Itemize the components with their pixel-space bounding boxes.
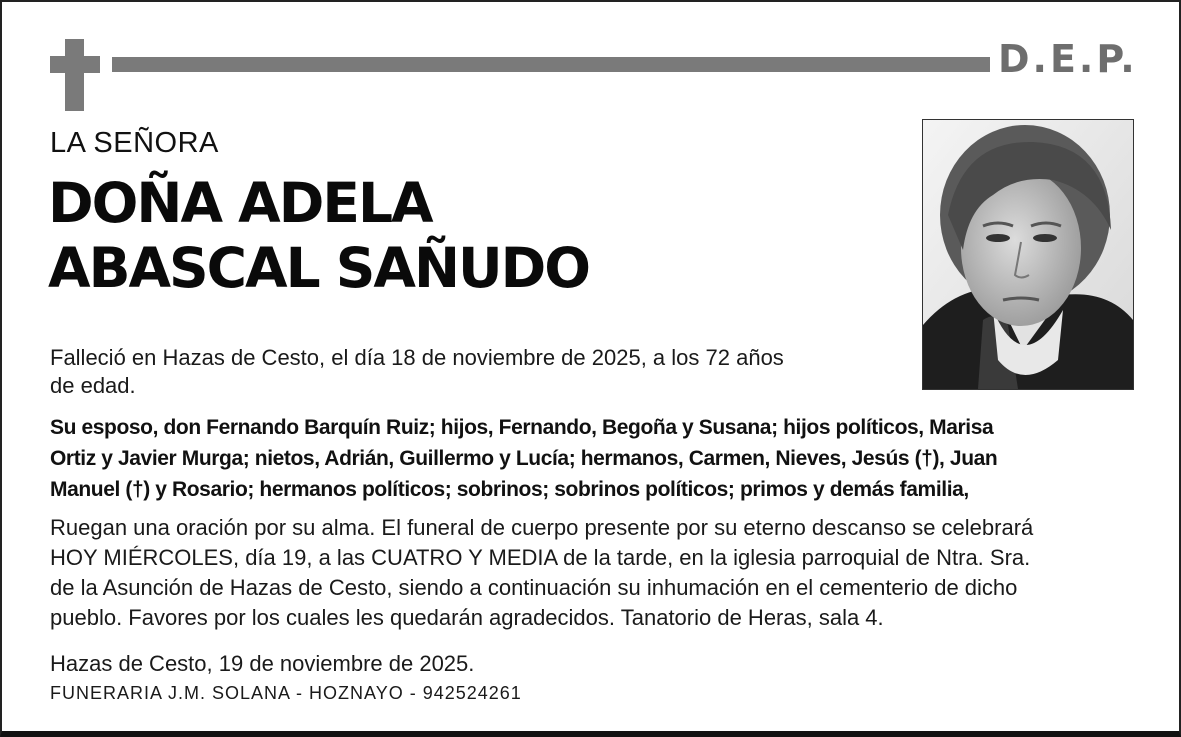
funeral-line-4: pueblo. Favores por los cuales les quedarán agradecidos. Tanatorio de Heras, sala 4. xyxy=(50,605,884,630)
funeral-line-3: de la Asunción de Hazas de Cesto, siendo a continuación su inhumación en el cementerio de dicho xyxy=(50,575,1018,600)
family-line-2: Ortiz y Javier Murga; nietos, Adrián, Guillermo y Lucía; hermanos, Carmen, Nieves, Jesús (†), Juan xyxy=(50,447,998,470)
death-notice-line-2: de edad. xyxy=(50,373,136,398)
place-date: Hazas de Cesto, 19 de noviembre de 2025. xyxy=(50,651,475,676)
deceased-name-line-2: ABASCAL SAÑUDO xyxy=(48,236,590,300)
deceased-name-line-1: DOÑA ADELA xyxy=(48,171,432,235)
family-line-1: Su esposo, don Fernando Barquín Ruiz; hijos, Fernando, Begoña y Susana; hijos políticos, Marisa xyxy=(50,416,994,439)
death-notice-line-1: Falleció en Hazas de Cesto, el día 18 de noviembre de 2025, a los 72 años xyxy=(50,345,784,370)
family-list xyxy=(50,412,1150,505)
portrait-image xyxy=(923,120,1133,389)
deceased-name xyxy=(48,171,908,301)
funeral-home: FUNERARIA J.M. SOLANA - HOZNAYO - 942524261 xyxy=(50,683,522,703)
funeral-line-2: HOY MIÉRCOLES, día 19, a las CUATRO Y MEDIA de la tarde, en la iglesia parroquial de Ntra. Sra. xyxy=(50,545,1031,570)
family-line-3: Manuel (†) y Rosario; hermanos políticos; sobrinos; sobrinos políticos; primos y demás familia, xyxy=(50,478,969,501)
dep-label: D.E.P. xyxy=(998,37,1138,81)
portrait-photo xyxy=(922,119,1134,390)
header-rule xyxy=(112,57,990,72)
death-notice xyxy=(50,344,870,400)
funeral-announcement xyxy=(50,513,1160,633)
honorific-title: LA SEÑORA xyxy=(50,127,219,159)
latin-cross-icon xyxy=(50,39,100,111)
funeral-line-1: Ruegan una oración por su alma. El funeral de cuerpo presente por su eterno descanso se celebrará xyxy=(50,515,1034,540)
